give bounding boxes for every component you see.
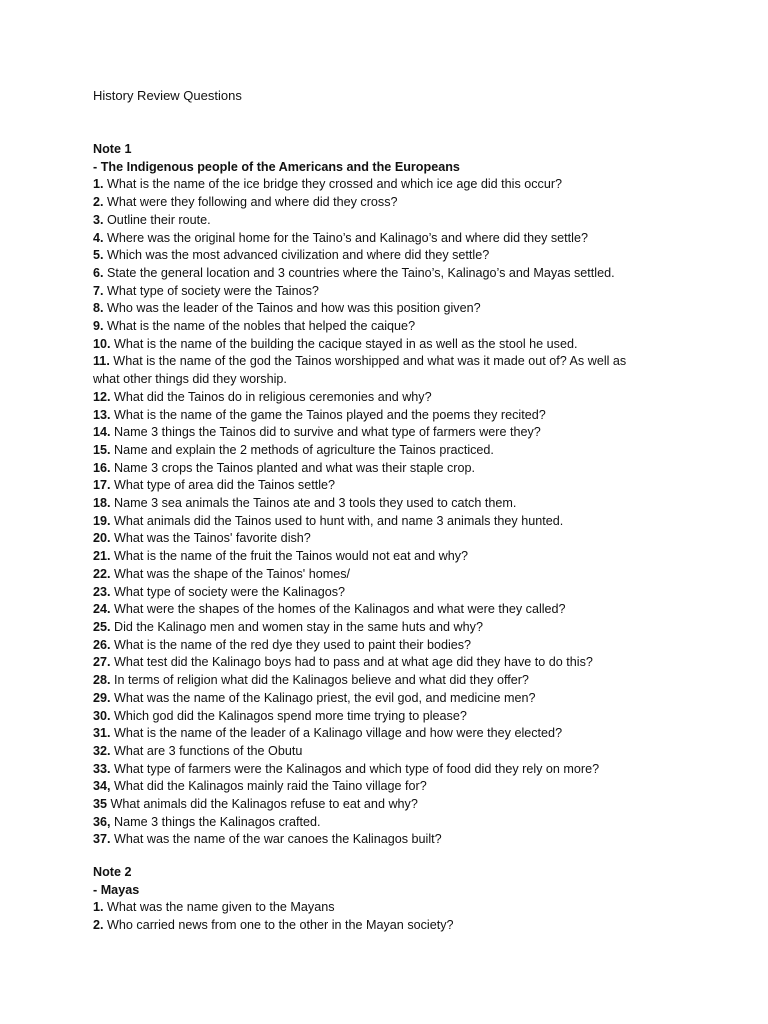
question-number: 14.: [93, 425, 111, 440]
question-number: 23.: [93, 584, 111, 599]
question-text: What are 3 functions of the Obutu: [110, 743, 303, 758]
question-text: What is the name of the fruit the Tainos would not eat and why?: [110, 549, 469, 564]
question-text: Name 3 crops the Tainos planted and what was their staple crop.: [110, 460, 476, 475]
note-2-section: [93, 864, 653, 935]
question-text: State the general location and 3 countries where the Taino’s, Kalinago’s and Mayas settled.: [103, 265, 615, 280]
question-item: [93, 176, 653, 194]
question-item: [93, 247, 653, 265]
question-text: What type of farmers were the Kalinagos and which type of food did they rely on more?: [110, 761, 600, 776]
question-item: [93, 654, 653, 672]
question-number: 2.: [93, 195, 104, 210]
question-text: Which god did the Kalinagos spend more time trying to please?: [110, 708, 467, 723]
note-2-subheading: - Mayas: [93, 882, 140, 897]
note-2-question-list: [93, 899, 653, 934]
question-number: 24.: [93, 602, 111, 617]
question-text: What type of society were the Kalinagos?: [110, 584, 346, 599]
question-number: 26.: [93, 637, 111, 652]
question-item: [93, 619, 653, 637]
question-number: 28.: [93, 673, 111, 688]
question-text: Who was the leader of the Tainos and how was this position given?: [103, 301, 481, 316]
question-item: [93, 318, 653, 336]
question-text: Who carried news from one to the other in the Mayan society?: [103, 918, 454, 933]
question-number: 8.: [93, 301, 104, 316]
question-text: What test did the Kalinago boys had to pass and at what age did they have to do this?: [110, 655, 593, 670]
question-item: [93, 708, 653, 726]
question-text: Name 3 things the Tainos did to survive and what type of farmers were they?: [110, 425, 541, 440]
question-number: 31.: [93, 726, 111, 741]
question-number: 27.: [93, 655, 111, 670]
note-1-subheading: - The Indigenous people of the Americans and the Europeans: [93, 159, 460, 174]
question-text: Name 3 sea animals the Tainos ate and 3 tools they used to catch them.: [110, 496, 517, 511]
question-text: Name and explain the 2 methods of agriculture the Tainos practiced.: [110, 442, 494, 457]
question-item: [93, 743, 653, 761]
question-item: [93, 265, 653, 283]
question-item: [93, 194, 653, 212]
question-text: Outline their route.: [103, 212, 211, 227]
question-number: 37.: [93, 832, 111, 847]
question-number: 34,: [93, 779, 111, 794]
question-item: [93, 814, 653, 832]
question-text: Did the Kalinago men and women stay in the same huts and why?: [110, 619, 483, 634]
question-number: 13.: [93, 407, 111, 422]
question-text: What was the name of the Kalinago priest, the evil god, and medicine men?: [110, 690, 536, 705]
question-text: What was the shape of the Tainos' homes/: [110, 566, 351, 581]
question-number: 33.: [93, 761, 111, 776]
question-number: 18.: [93, 496, 111, 511]
question-item: [93, 566, 653, 584]
question-text: What is the name of the god the Tainos worshipped and what was it made out of? As well as what other things did they worship.: [93, 354, 627, 387]
question-number: 35: [93, 797, 108, 812]
question-text: What type of area did the Tainos settle?: [110, 478, 336, 493]
question-item: [93, 637, 653, 655]
question-number: 4.: [93, 230, 104, 245]
question-item: [93, 353, 653, 388]
question-text: What is the name of the ice bridge they crossed and which ice age did this occur?: [103, 177, 563, 192]
question-number: 19.: [93, 513, 111, 528]
question-item: [93, 690, 653, 708]
note-1-section: [93, 141, 653, 849]
question-item: [93, 460, 653, 478]
question-item: [93, 212, 653, 230]
question-text: What was the name given to the Mayans: [103, 900, 335, 915]
question-item: [93, 796, 653, 814]
question-number: 15.: [93, 442, 111, 457]
note-2-heading: Note 2: [93, 865, 132, 879]
question-item: [93, 300, 653, 318]
question-number: 9.: [93, 319, 104, 334]
question-number: 1.: [93, 177, 104, 192]
question-item: [93, 831, 653, 849]
question-item: [93, 424, 653, 442]
question-item: [93, 917, 653, 935]
question-item: [93, 442, 653, 460]
question-item: [93, 584, 653, 602]
question-item: [93, 230, 653, 248]
question-number: 1.: [93, 900, 104, 915]
question-text: What was the Tainos' favorite dish?: [110, 531, 311, 546]
question-number: 20.: [93, 531, 111, 546]
question-text: What was the name of the war canoes the Kalinagos built?: [110, 832, 442, 847]
question-item: [93, 495, 653, 513]
question-text: What is the name of the leader of a Kalinago village and how were they elected?: [110, 726, 563, 741]
question-text: What were they following and where did they cross?: [103, 195, 398, 210]
question-number: 16.: [93, 460, 111, 475]
question-item: [93, 283, 653, 301]
question-item: [93, 336, 653, 354]
note-1-heading: Note 1: [93, 142, 132, 156]
question-number: 36,: [93, 814, 111, 829]
question-text: What type of society were the Tainos?: [103, 283, 319, 298]
question-number: 30.: [93, 708, 111, 723]
question-item: [93, 761, 653, 779]
page-title: History Review Questions: [93, 88, 242, 103]
question-text: What is the name of the nobles that helped the caique?: [103, 319, 416, 334]
question-text: What did the Kalinagos mainly raid the Taino village for?: [110, 779, 427, 794]
question-item: [93, 477, 653, 495]
question-number: 11.: [93, 354, 110, 369]
question-text: What is the name of the red dye they used to paint their bodies?: [110, 637, 472, 652]
question-text: What is the name of the building the cacique stayed in as well as the stool he used.: [110, 336, 578, 351]
question-text: What animals did the Tainos used to hunt with, and name 3 animals they hunted.: [110, 513, 564, 528]
question-text: What did the Tainos do in religious ceremonies and why?: [110, 389, 432, 404]
question-number: 32.: [93, 743, 111, 758]
question-number: 21.: [93, 549, 111, 564]
question-number: 2.: [93, 918, 104, 933]
question-text: Which was the most advanced civilization and where did they settle?: [103, 248, 490, 263]
question-item: [93, 601, 653, 619]
question-item: [93, 530, 653, 548]
question-number: 7.: [93, 283, 104, 298]
question-item: [93, 725, 653, 743]
question-item: [93, 407, 653, 425]
question-text: What were the shapes of the homes of the Kalinagos and what were they called?: [110, 602, 566, 617]
question-number: 25.: [93, 619, 111, 634]
question-item: [93, 778, 653, 796]
question-text: In terms of religion what did the Kalinagos believe and what did they offer?: [110, 673, 529, 688]
question-number: 17.: [93, 478, 111, 493]
question-text: What animals did the Kalinagos refuse to eat and why?: [107, 797, 418, 812]
question-number: 6.: [93, 265, 104, 280]
question-text: What is the name of the game the Tainos played and the poems they recited?: [110, 407, 546, 422]
question-item: [93, 548, 653, 566]
question-number: 3.: [93, 212, 104, 227]
question-number: 12.: [93, 389, 111, 404]
note-1-question-list: [93, 176, 653, 849]
question-number: 5.: [93, 248, 104, 263]
question-item: [93, 513, 653, 531]
question-number: 22.: [93, 566, 111, 581]
question-text: Where was the original home for the Taino’s and Kalinago’s and where did they settle?: [103, 230, 588, 245]
question-item: [93, 672, 653, 690]
question-item: [93, 389, 653, 407]
question-number: 10.: [93, 336, 111, 351]
question-number: 29.: [93, 690, 111, 705]
question-text: Name 3 things the Kalinagos crafted.: [110, 814, 321, 829]
question-item: [93, 899, 653, 917]
